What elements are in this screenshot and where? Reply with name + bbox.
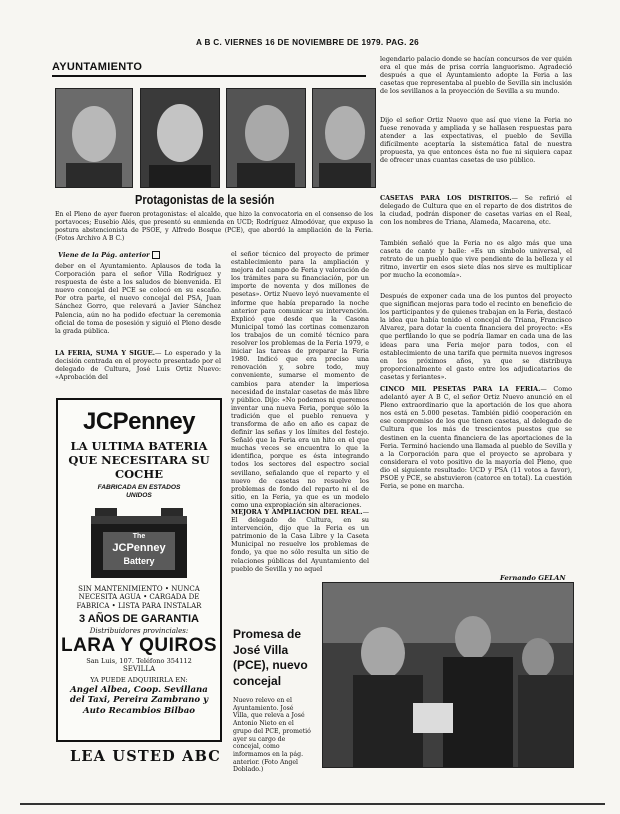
continued-label: Viene de la Pág. anterior: [58, 251, 160, 259]
feria-heading: LA FERIA, SUMA Y SIGUE.: [55, 349, 155, 357]
portrait-photo-3: [226, 88, 306, 188]
bottom-border: [20, 803, 605, 805]
battery-illustration: [89, 506, 189, 580]
ad-line-2: QUE NECESITARA SU: [68, 453, 210, 467]
battery-label-2: JCPenney: [112, 542, 166, 554]
ad-warranty: 3 AÑOS DE GARANTIA: [79, 613, 199, 626]
villa-title: Promesa de José Villa (PCE), nuevo concejal: [233, 627, 308, 688]
ad-features: SIN MANTENIMIENTO • NUNCA NECESITA AGUA • CARGADA DE FABRICA • LISTA PARA INSTALAR: [76, 585, 202, 610]
col-a-lead-text: deber en el Ayuntamiento. Aplausos de toda la Corporación para el señor Villa Rodríguez y respuesta de éste a los saludos de bienvenida. El nuevo concejal del PCE se colocó en su escaño. Por otra parte, el nuevo concejal del PSA, Juan Sánchez Gorro, que relevará a Javier Sánchez Palencia, aún no ha podido efectuar la ceremonia oficial de toma de posesión y siguió el Pleno desde la grada pública.: [55, 262, 221, 335]
ad-distrib-name: LARA Y QUIROS: [60, 635, 218, 657]
jcpenney-ad: [56, 398, 222, 742]
portrait-photo-4: [312, 88, 376, 188]
col-c-casetas: CASETAS PARA LOS DISTRITOS.— Se refirió el delegado de Cultura que en el reparto de dos distritos de la ciudad, podrán disponer de casetas varias en el Real, con los nombres de Triana, Alameda, Macarena, etc.: [380, 194, 572, 227]
photo-caption-text: En el Pleno de ayer fueron protagonistas: el alcalde, que hizo la convocatoria en el consenso de los portavoces; Eusebio Alés, que presentó su enmienda en UCD; Rodríguez Almodóvar, que expuso la postura abstencionista de PSOE, y Alfredo Bosque (PCE), que abordó la ampliación de la Feria. (Fotos Archivo A B C.): [55, 211, 373, 242]
col-b-text-1: el señor técnico del proyecto de primer establecimiento para la ampliación y mejora del campo de Feria y valoración de los trámites para su financiación, por un importe de noventa y dos millones de pesetas». Ortiz Nuevo leyó nuevamente el informe que había preparado la noche anterior para comunicar su intervención. Explicó que desde que la Casona Municipal tomó las cortinas comenzaron los trabajos de un comité técnico para resolver los problemas de la Feria 1979, e iniciar las tareas de preparar la Feria 1980. Indicó que era preciso una renovación y, sobre todo, muy conveniente, sumarse el momento de cambios para atender la imperiosa necesidad de instalar casetas de más libre y público. Dijo: «No podemos ni queremos inventar una nueva Feria, porque sólo la tradición que el pueblo renueva y transforma de año en año es capaz de definir las señas y los límites del festejo. Señaló que la Feria era un hito en el que muchas veces se encuentra lo que la identifica, porque es ésta integrando todos los sectores del espectro social sevillano, señalando que el reparto y el nuevo de casetas no resuelve los problemas de fondo del reparto ni el de sitio, en la Feria, ya que es un modelo como una expropiación sin alteraciones.: [231, 250, 369, 509]
col-c-text-1: legendario palacio donde se hacían concursos de ver quién era el que más de prisa corría languorismo. Agradeció después a que el Ayuntamiento adopte la Feria a las casetas que representaba al pueblo de Sevilla sin inclusión de los sevillanos a la proyección de Sevilla a su mundo.: [380, 55, 572, 96]
ad-distrib-city: SEVILLA: [122, 665, 156, 674]
col-c-text-5: Después de exponer cada una de los puntos del proyecto que significan mejoras para todo el recinto en beneficio de los participantes y de quienes trabajan en la Feria, destacó la idea que había tenido el concejal de Triana, Francisco Alvarez, para dotar la cuenta financiera del proyecto: «Es que perfilando lo que se podría llamar en cada una de las ideas para una Feria mejor para todos, con el establecimiento de una tarifa que permita nuevos ingresos en los próximos años, ya que se distribuya proporcionalmente el gasto entre los adjudicatarios de casetas y feriantes».: [380, 292, 572, 381]
photo-caption-title: Protagonistas de la sesión: [135, 193, 275, 207]
battery-label-3: Battery: [123, 556, 155, 566]
villa-photo: [322, 582, 574, 768]
casetas-heading: CASETAS PARA LOS DISTRITOS.: [380, 194, 512, 202]
section-rule: [52, 75, 366, 77]
portrait-photo-1: [55, 88, 133, 188]
portrait-photo-2: [140, 88, 220, 188]
col-c-cinco-mil: CINCO MIL PESETAS PARA LA FERIA.— Como adelantó ayer A B C, el señor Ortiz Nuevo anunció en el Pleno extraordinario que la aportación de los que ahora nos está en 5.000 pesetas. También pidió cooperación en ese compromiso de los que tienen casetas, al delegado de Cultura que los más de trescientos puestos que se destinen en la cuenta financiera de las aportaciones de la Feria. Terminó haciendo una llamada al pueblo de Sevilla y a la Corporación para que el proyecto se aprobara y considerara el voto positivo de la mayoría del Pleno, que dio el siguiente resultado: UCD y PSA (11 votos a favor), PSOE y PCE, se abstuvieron (catorce en total). La cuestión Feria, se pone en marcha.: [380, 385, 572, 491]
ad-also-label: YA PUEDE ADQUIRIRLA EN:: [90, 676, 188, 685]
cinco-mil-heading: CINCO MIL PESETAS PARA LA FERIA.: [380, 385, 541, 393]
col-a-feria: LA FERIA, SUMA Y SIGUE.— Lo esperado y la decisión centrada en el proyecto presentado por el delegado de Cultura, José Luis Ortiz Nuevo: «Aprobación del: [55, 349, 221, 382]
ad-distrib-label: Distribuidores provinciales:: [89, 627, 189, 636]
ad-also-text: Angel Albea, Coop. Sevillana del Taxi, Pereira Zambrano y Auto Recambios Bilbao: [69, 685, 209, 716]
ad-line-3: COCHE: [115, 467, 163, 481]
battery-label-1: The: [132, 533, 146, 540]
ad-distrib-address: San Luis, 107. Teléfono 354112: [86, 657, 192, 666]
col-c-text-4: También señaló que la Feria no es algo más que una caseta de cante y baile: «Es un símbolo universal, el retrato de un pueblo que vive pendiente de la belleza y el ritmo, invertir en esos siete días nos sirve es multiplicar por mucho la economía».: [380, 239, 572, 280]
bottom-slogan: LEA USTED ABC: [70, 748, 222, 765]
col-b-mejora: MEJORA Y AMPLIACION DEL REAL.— El delegado de Cultura, en su intervención, dijo que la Feria es un patrimonio de la Casa Libre y la Caseta Municipal no resuelve los problemas de fondo, ya que no sólo resulta un sitio de relaciones públicas del Ayuntamiento del pueblo de Sevilla y no aquel: [231, 508, 369, 573]
ad-brand: JCPenney: [82, 408, 196, 435]
ad-made-in: FABRICADA EN ESTADOS UNIDOS: [97, 484, 181, 499]
col-c-text-2: Dijo el señor Ortiz Nuevo que así que viene la Feria no fuese renovada y ampliada y se hallasen respuestas para atender a las expectativas, el pueblo de Sevilla difícilmente aceptaría la sistemática fatal de nuestra propuesta, ya que entonces ésta no fue ni siquiera capaz de ofrecer unas cuantas casetas de uso público.: [380, 116, 572, 165]
page-header: A B C. VIERNES 16 DE NOVIEMBRE DE 1979. PAG. 26: [196, 38, 419, 47]
villa-caption: Nuevo relevo en el Ayuntamiento. José Villa, que releva a José Antonio Nieto en el grupo del PCE, prometió ayer su cargo de concejal, como informamos en la pág. anterior. (Foto Angel Doblado.): [233, 697, 311, 774]
byline: Fernando GELAN: [500, 574, 566, 582]
ad-line-1: LA ULTIMA BATERIA: [70, 439, 208, 453]
mejora-heading: MEJORA Y AMPLIACION DEL REAL.: [231, 508, 363, 516]
section-title: AYUNTAMIENTO: [52, 61, 143, 73]
